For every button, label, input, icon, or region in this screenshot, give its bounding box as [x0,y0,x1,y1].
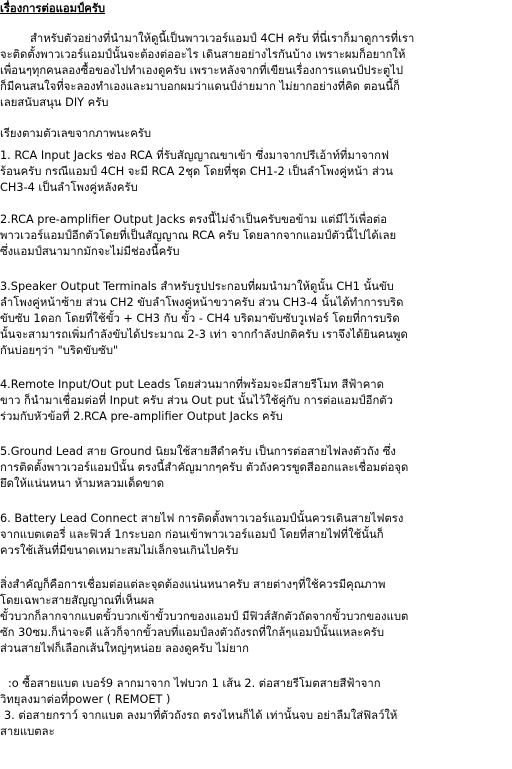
section-intro: เรียงตามตัวเลขจากภาพนะครับ [0,127,152,140]
item-2-line: พาวเวอร์แอมป์อีกตัวโดยที่เป็นสัญญาณ RCA ครับ โดยลากจากแอมป์ตัวนี้ไปได้เลย [0,229,397,242]
item-5-line: 5.Ground Lead สาย Ground นิยมใช้สายสีดำครับ เป็นการต่อสายไฟลงตัวถัง ซึ่ง [0,445,396,458]
item-2-line: 2.RCA pre-amplifier Output Jacks ตรงนี้ไม่จำเป็นครับขอข้าม แต่มีไว้เพื่อต่อ [0,213,388,226]
note-line: โดยเฉพาะสายสัญญาณที่เห็นผล [0,594,155,607]
item-3-line: นั้นจะสามารถเพิ่มกำลังขับได้ประมาณ 2-3 เท่า จากกำลังปกติครับ เราจึงได้ยินคนพูด [0,328,408,341]
item-4-line: ร่วมกับหัวข้อที่ 2.RCA pre-amplifier Output Jacks ครับ [0,410,283,423]
intro-line: จะติดตั้งพาวเวอร์แอมป์นั้นจะต้องต่ออะไร เดินสายอย่างไรกันบ้าง เพราะผมก็อยากให้ [0,48,406,61]
note-line: ขั้วบวกก็ลากจากแบตขั้วบวกเข้าขั้วบวกของแอมป์ มีฟิวส์สักตัวถัดจากขั้วบวกของแบต [0,610,409,623]
item-5-line: การติดตั้งพาวเวอร์แอมป์นั้น ตรงนี้สำคัญมากๆครับ ตัวถังควรขูดสีออกและเชื่อมต่อจุด [0,461,409,474]
note-line: สิ่งสำคัญก็คือการเชื่อมต่อแต่ละจุดต้องแน่นหนาครับ สายต่างๆที่ใช้ควรมีคุณภาพ [0,578,386,591]
intro-line: เพื่อนๆทุกคนลองซื้อของไปทำเองดูครับ เพราะหลังจากที่เขียนเรื่องการแดนป์ประตูไป [0,64,404,77]
item-3-line: ลำโพงคู่หน้าซ้าย ส่วน CH2 ขับลำโพงคู่หน้าขวาครับ ส่วน CH3-4 นั้นได้ทำการบริด [0,296,404,309]
footer-line: :o ซื้อสายแบต เบอร์9 ลากมาจาก ไฟบวก 1 เส้น 2. ต่อสายรีโมตสายสีฟ้าจาก [8,677,381,690]
item-4-line: 4.Remote Input/Out put Leads โดยส่วนมากที่พร้อมจะมีสายรีโมท สีฟ้าคาด [0,378,384,391]
item-1-line: CH3-4 เป็นลำโพงคู่หลังครับ [0,181,138,194]
note-line: ซัก 30ซม.ก็น่าจะดี แล้วก็จากขั้วลบที่แอมป์ลงตัวถังรถที่ใกล้ๆแอมป์นั้นแหละครับ [0,626,384,639]
intro-line: สำหรับตัวอย่างที่นำมาให้ดูนี้เป็นพาวเวอร์แอมป์ 4CH ครับ ที่นี่เราก็มาดูการที่เรา [30,32,415,45]
item-3-line: 3.Speaker Output Terminals สำหรับรูปประกอบที่ผมนำมาให้ดูนั้น CH1 นั้นขับ [0,280,394,293]
document-title: เรื่องการต่อแอมป์ครับ [0,2,106,15]
note-line: ส่วนสายไฟก็เลือกเส้นใหญ่ๆหน่อย ลองดูครับ ไม่ยาก [0,642,249,655]
item-2-line: ซึ่งแอมป์สนามากมักจะไม่มีช่องนี้ครับ [0,245,180,258]
item-6-line: ควรใช้เส้นที่มีขนาดเหมาะสมไม่เล็กจนเกินไปครับ [0,544,239,557]
item-1-line: 1. RCA Input Jacks ช่อง RCA ที่รับสัญญาณขาเข้า ซึ่งมาจากปรีเอ้าท์ที่มาจากฟ [0,149,389,162]
item-1-line: ร้อนครับ กรณีแอมป์ 4CH จะมี RCA 2ชุด โดยที่ชุด CH1-2 เป็นลำโพงคู่หน้า ส่วน [0,165,393,178]
item-6-line: จากแบตเตอรี่ และฟิวส์ 1กระบอก ก่อนเข้าพาวเวอร์แอมป์ โดยที่สายไฟที่ใช้นั้นก็ [0,528,384,541]
item-6-line: 6. Battery Lead Connect สายไฟ การติดตั้งพาวเวอร์แอมป์นั้นควรเดินสายไฟตรง [0,512,404,525]
item-3-line: กันบ่อยๆว่า "บริดขับซับ" [0,344,119,357]
footer-line: 3. ต่อสายกราว์ จากแบต ลงมาที่ตัวถังรถ ตรงไหนก็ได้ เท่านั้นจบ อย่าลืมใส่ฟิลว์ให้ [4,709,398,722]
item-5-line: ยึดให้แน่นหนา ห้ามหลวมเด็ดขาด [0,477,165,490]
footer-line: วิทยุลงมาต่อที่power ( REMOET ) [0,693,171,706]
footer-line: สายแบตละ [0,725,55,738]
item-3-line: ขับซับ 1ดอก โดยที่ใช้ขั้ว + CH3 กับ ขั้ว - CH4 บริดมาขับซับวูเฟอร์ โดยที่การบริด [0,312,400,325]
intro-line: เลยสนับสนุน DIY ครับ [0,96,109,109]
intro-line: ก็มีคนสนใจที่จะลองทำเองและมาบอกผมว่าแดนป์ง่ายมาก ไม่ยากอย่างที่คิด ตอนนี้ก็ [0,80,400,93]
item-4-line: ขาว ก็นำมาเชื่อมต่อที่ Input ครับ ส่วน Out put นั้นไว้ใช้คู่กับ การต่อแอมป์อีกตัว [0,394,393,407]
